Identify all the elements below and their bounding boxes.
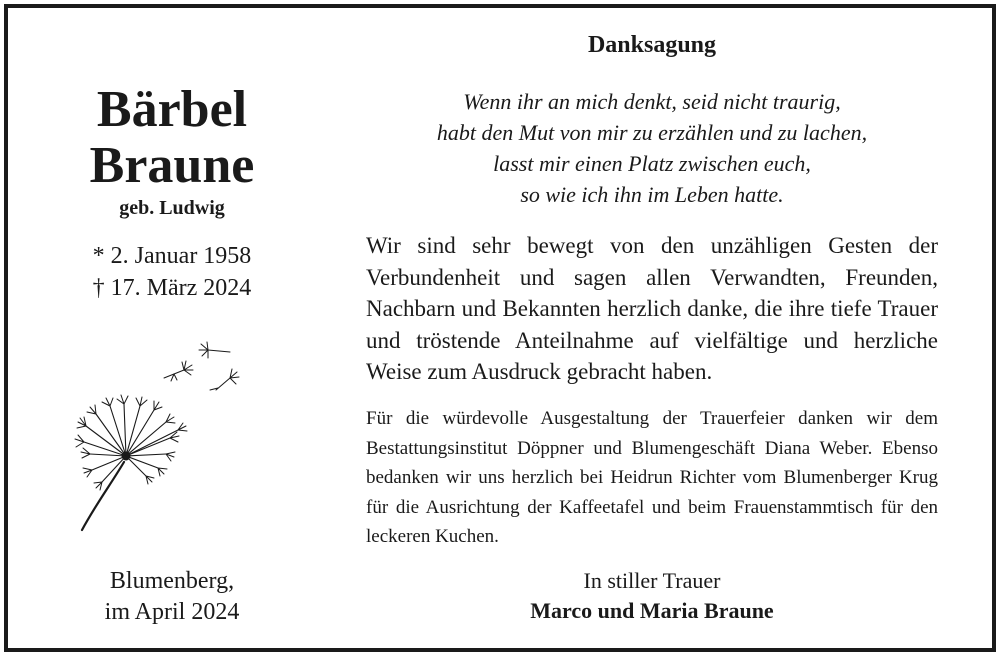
poem-line: so wie ich ihn im Leben hatte. <box>520 182 784 207</box>
maiden-name: geb. Ludwig <box>119 197 225 219</box>
thanks-paragraph: Wir sind sehr bewegt von den unzähligen Gesten der Verbundenheit und sagen allen Verwandten, Freunden, Nachbarn und Bekannten herzlich danke, die ihre tiefe Trauer und tröstende Anteilnahme auf vielfältige und herzliche Weise zum Ausdruck gebracht haben. <box>366 233 938 384</box>
thanks-detail-paragraph: Für die würdevolle Ausgestaltung der Trauerfeier danken wir dem Bestattungsinstitut Döppner und Blumengeschäft Diana Weber. Ebenso bedanken wir uns herzlich bei Heidrun Richter vom Blumenberger Krug für die Ausrichtung der Kaffeetafel und beim Frauenstammtisch für den leckeren Kuchen. <box>366 408 938 547</box>
birth-date: * 2. Januar 1958 <box>92 243 252 269</box>
death-date: † 17. März 2024 <box>92 275 252 301</box>
poem-line: lasst mir einen Platz zwischen euch, <box>493 151 811 176</box>
deceased-last-name: Braune <box>89 137 255 194</box>
poem-line: habt den Mut von mir zu erzählen und zu lachen, <box>436 120 868 145</box>
place-date <box>60 566 284 628</box>
place-line: Blumenberg, <box>109 568 235 594</box>
poem <box>366 86 938 210</box>
page-title: Danksagung <box>587 32 717 58</box>
date-line: im April 2024 <box>104 599 240 625</box>
life-dates <box>60 240 284 304</box>
signatory-names: Marco und Maria Braune <box>530 598 774 623</box>
deceased-first-name: Bärbel <box>96 81 248 138</box>
poem-line: Wenn ihr an mich denkt, seid nicht traurig, <box>463 89 841 114</box>
dandelion-icon <box>66 334 266 538</box>
mourning-line: In stiller Trauer <box>583 568 721 593</box>
